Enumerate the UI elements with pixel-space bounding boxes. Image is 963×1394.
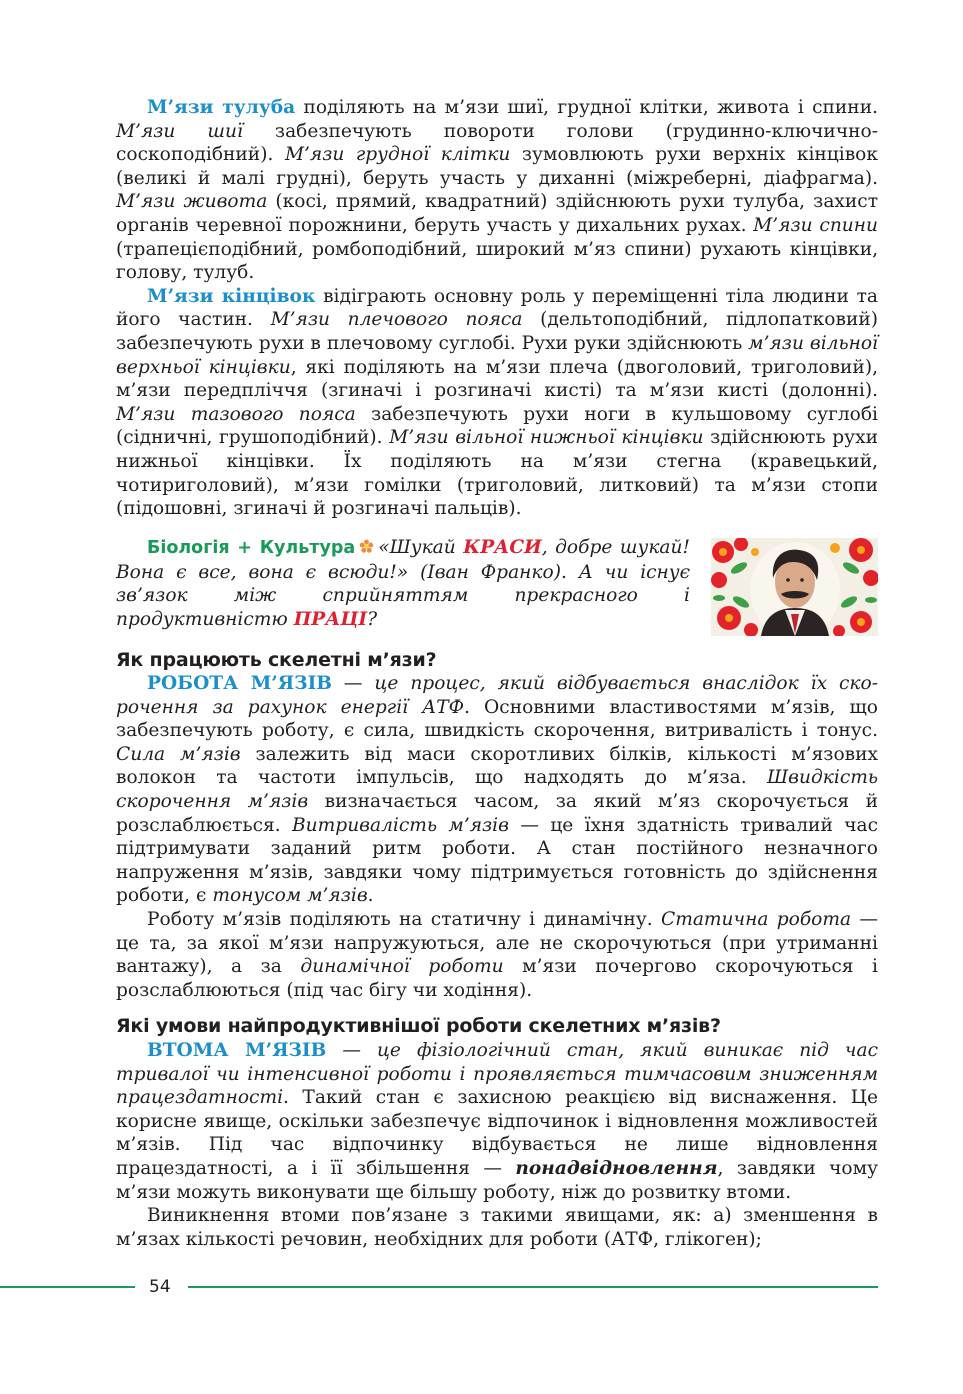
text-run: м’язи почергово скорочуються і розслаблюються (під час бігу чи ходіння).	[116, 956, 878, 1001]
term-work: ПРАЦІ	[293, 608, 368, 630]
ivan-franko-portrait	[711, 538, 878, 636]
body-text-middle	[116, 672, 878, 1002]
italic-run: Швидкість скорочення м’язів	[116, 767, 878, 812]
text-run: (косі, прямий, квадратний) здійснюють рухи тулуба, захист органів черевної порожнини, беруть участь у дихальних рухах.	[116, 191, 878, 236]
term-muscle-fatigue: ВТОМА М’ЯЗІВ	[147, 1040, 327, 1061]
biology-culture-label: Біологія + Культура	[147, 538, 356, 558]
italic-run: М’язи грудної клітки	[284, 144, 511, 166]
text-run: — це їхня здатність тривалий час підтримувати заданий ритм роботи. А стан постійного незначного напруження м’язів, завдяки чому підтримується готовність до здійснення роботи, є	[116, 814, 879, 907]
biology-culture-box	[116, 536, 690, 631]
italic-run: М’язи шиї	[116, 120, 243, 142]
italic-run: Витривалість м’язів	[292, 814, 509, 836]
text-run: , які поділяють на м’язи плеча (двоголовий, триголовий), м’язи передпліччя (згиначі і розгиначі кисті) та м’язи кисті (долонні).	[116, 356, 878, 402]
paragraph-limb-muscles	[116, 285, 878, 521]
paragraph-culture	[116, 536, 690, 631]
term-trunk-muscles: М’язи тулуба	[147, 97, 296, 118]
italic-run: М’язи тазового пояса	[116, 403, 356, 425]
text-run: Виникнення втоми пов’язане з такими явищами, як: а) зменшення в м’язах кількості речовин, необхідних для роботи (АТФ, глікоген);	[116, 1205, 878, 1250]
italic-run: м’язи вільної верхньої кінцівки	[116, 332, 878, 378]
italic-run: Статична робота	[660, 908, 852, 930]
italic-run: , добре шукай! Вона є все, вона є всюди!» (Іван Франко). А чи існує зв’язок між сприйняттям прекрасного і продуктивністю	[116, 537, 690, 630]
term-limb-muscles: М’язи кінцівок	[147, 285, 316, 307]
text-run: . Такий стан є захисною реакцією від виснаження. Це корисне явище, оскільки забезпечує відпочинок і відновлення можливостей м’язів. Під час відпочинку відбувається не лише відновлення працездатності, а і її збільшення —	[116, 1087, 878, 1179]
flower-icon	[359, 539, 374, 554]
text-run: — це та, за якої м’язи напружуються, але не скорочуються (при утриманні вантажу), а за	[116, 908, 878, 978]
paragraph-trunk-muscles	[116, 96, 878, 285]
text-run: відіграють основну роль у переміщенні тіла людини та його частин.	[116, 285, 878, 331]
text-run: .	[367, 885, 374, 907]
text-run: зумовлюють рухи верхніх кінцівок (великі й малі грудні), беруть участь у диханні (міжреберні, діафрагма).	[116, 144, 878, 189]
italic-run: М’язи вільної нижньої кінцівки	[389, 427, 704, 449]
paragraph-static-dynamic	[116, 908, 878, 1002]
page-number: 54	[149, 1277, 171, 1297]
section-heading-how-muscles-work: Як працюють скелетні м’язи?	[116, 649, 437, 671]
text-run: Роботу м’язів поділяють на статичну і динамічну.	[147, 908, 661, 930]
text-run: (трапецієподібний, ромбоподібний, широкий м’яз спини) рухають кінцівки, голову, тулуб.	[116, 238, 878, 284]
term-beauty: КРАСИ	[463, 537, 542, 558]
italic-run: М’язи спини	[753, 214, 878, 236]
italic-run: — це фізіологічний стан, який виникає під час тривалої чи інтенсивної роботи і проявляється тимчасовим зниженням працездатності	[116, 1040, 878, 1109]
italic-run: тонусом м’язів	[212, 885, 368, 907]
italic-run: — це процес, який відбувається внаслідок їх скорочення за рахунок енергії АТФ	[116, 673, 878, 718]
footer-divider-right	[188, 1286, 878, 1288]
text-run: поділяють на м’язи шиї, грудної клітки, живота і спини.	[295, 97, 879, 118]
text-run: , завдяки чому м’язи можуть виконувати ще більшу роботу, ніж до розвитку втоми.	[116, 1157, 879, 1203]
section-heading-work-conditions: Які умови найпродуктивнішої роботи скелетних м’язів?	[116, 1015, 721, 1037]
body-text-bottom	[116, 1039, 878, 1251]
paragraph-fatigue	[116, 1039, 878, 1204]
paragraph-fatigue-causes	[116, 1204, 878, 1251]
text-run: забезпечують повороти голови (грудинно-ключично-соскоподібний).	[116, 120, 878, 166]
italic-run: М’язи живота	[116, 191, 268, 213]
italic-run: динамічної роботи	[300, 956, 504, 978]
text-run: визначається часом, за який м’яз скорочується й розслаблюється.	[116, 790, 878, 836]
body-text-top	[116, 96, 878, 521]
text-run: здійснюють рухи нижньої кінцівки. Їх поділяють на м’язи стегна (кравецький, чотириголовий), м’язи гомілки (триголовий, литковий) та м’язи стопи (підошовні, згиначі й розгиначі пальців).	[116, 427, 878, 520]
text-run: (дельтоподібний, підлопатковий) забезпечують рухи в плечовому суглобі. Рухи руки здійснюють	[116, 309, 878, 354]
italic-run: Сила м’язів	[116, 743, 241, 765]
italic-run: М’язи плечового пояса	[270, 309, 523, 331]
italic-run: ?	[367, 608, 378, 630]
term-muscle-work: РОБОТА М’ЯЗІВ	[147, 673, 332, 694]
footer-divider-left	[0, 1286, 135, 1288]
text-run: забезпечують рухи ноги в кульшовому суглобі (сідничні, грушоподібний).	[116, 403, 878, 449]
text-run: . Основними властивостями м’язів, що забезпечують роботу, є сила, швидкість скорочення, витривалість і тонус.	[116, 696, 878, 742]
paragraph-muscle-work	[116, 672, 878, 908]
term-supercompensation: понадвідновлення	[515, 1157, 718, 1179]
italic-run: «Шукай	[378, 537, 464, 558]
text-run: залежить від маси скоротливих білків, кількості м’язових волокон та частоти імпульсів, що надходять до м’яза.	[116, 743, 878, 789]
